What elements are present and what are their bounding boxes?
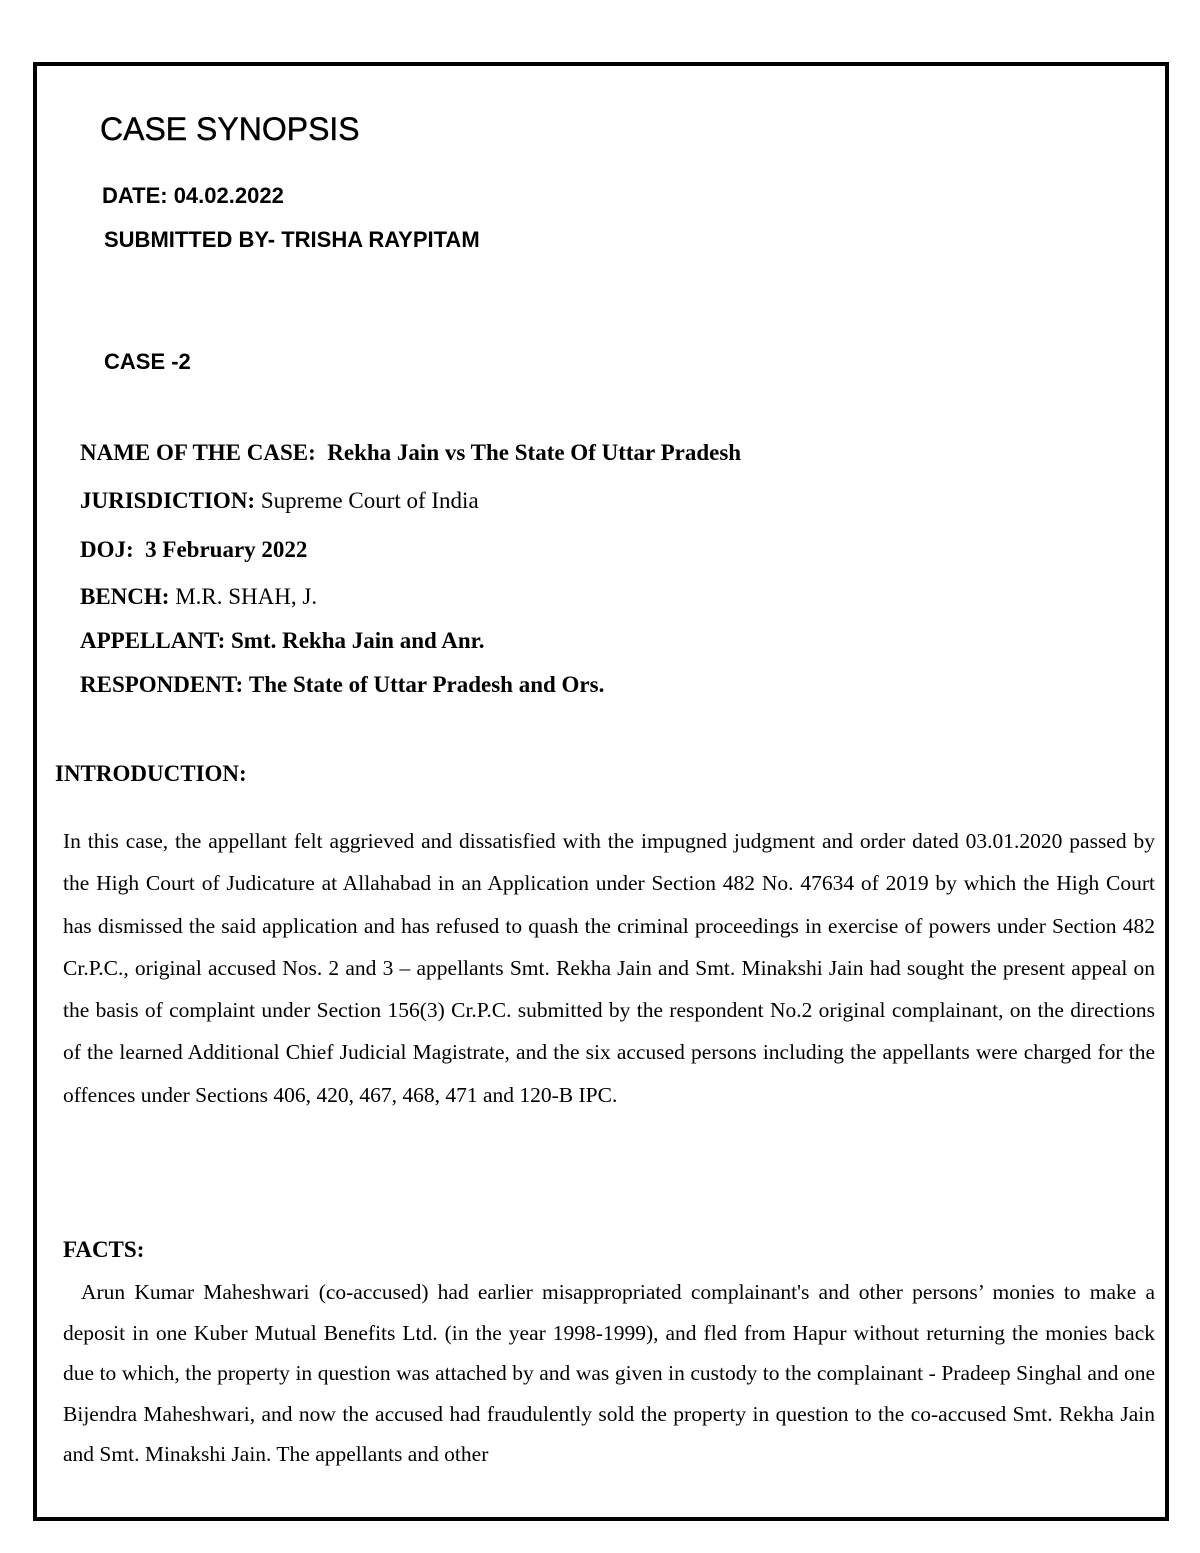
appellant-row <box>80 629 485 652</box>
appellant-value: Smt. Rekha Jain and Anr. <box>231 628 485 653</box>
respondent-value: The State of Uttar Pradesh and Ors. <box>248 672 605 697</box>
respondent-row <box>80 673 604 696</box>
doj-row <box>80 538 307 561</box>
document-title: CASE SYNOPSIS <box>100 111 360 147</box>
jurisdiction-value: Supreme Court of India <box>260 488 479 513</box>
introduction-heading: INTRODUCTION: <box>55 761 247 786</box>
appellant-label: APPELLANT: <box>80 628 226 653</box>
jurisdiction-row <box>80 489 479 512</box>
doj-label: DOJ: <box>80 537 134 562</box>
case-name-label: NAME OF THE CASE: <box>80 440 316 465</box>
case-number: CASE -2 <box>104 349 191 374</box>
facts-text: Arun Kumar Maheshwari (co-accused) had earlier misappropriated complainant's and other persons’ monies to make a deposit in one Kuber Mutual Benefits Ltd. (in the year 1998-1999), and fled from Hapur without returning the monies back due to which, the property in question was attached by and was given in custody to the complainant - Pradeep Singhal and one Bijendra Maheshwari, and now the accused had fraudulently sold the property in question to the co-accused Smt. Rekha Jain and Smt. Minakshi Jain. The appellants and other <box>63 1280 1155 1467</box>
case-name-row <box>80 441 741 464</box>
jurisdiction-label: JURISDICTION: <box>80 488 256 513</box>
respondent-label: RESPONDENT: <box>80 672 244 697</box>
submitted-by: SUBMITTED BY- TRISHA RAYPITAM <box>104 227 480 252</box>
bench-value: M.R. SHAH, J. <box>175 584 318 609</box>
document-date: DATE: 04.02.2022 <box>102 183 284 208</box>
bench-label: BENCH: <box>80 584 170 609</box>
introduction-paragraph: In this case, the appellant felt aggrieved and dissatisfied with the impugned judgment and order dated 03.01.2020 passed by the High Court of Judicature at Allahabad in an Application under Section 482 No. 47634 of 2019 by which the High Court has dismissed the said application and has refused to quash the criminal proceedings in exercise of powers under Section 482 Cr.P.C., original accused Nos. 2 and 3 – appellants Smt. Rekha Jain and Smt. Minakshi Jain had sought the present appeal on the basis of complaint under Section 156(3) Cr.P.C. submitted by the respondent No.2 original complainant, on the directions of the learned Additional Chief Judicial Magistrate, and the six accused persons including the appellants were charged for the offences under Sections 406, 420, 467, 468, 471 and 120-B IPC. <box>63 829 1155 1107</box>
bench-row <box>80 585 317 608</box>
case-name-value: Rekha Jain vs The State Of Uttar Pradesh <box>327 440 742 465</box>
facts-paragraph <box>63 1272 1155 1475</box>
doj-value: 3 February 2022 <box>145 537 308 562</box>
facts-heading: FACTS: <box>63 1237 145 1262</box>
